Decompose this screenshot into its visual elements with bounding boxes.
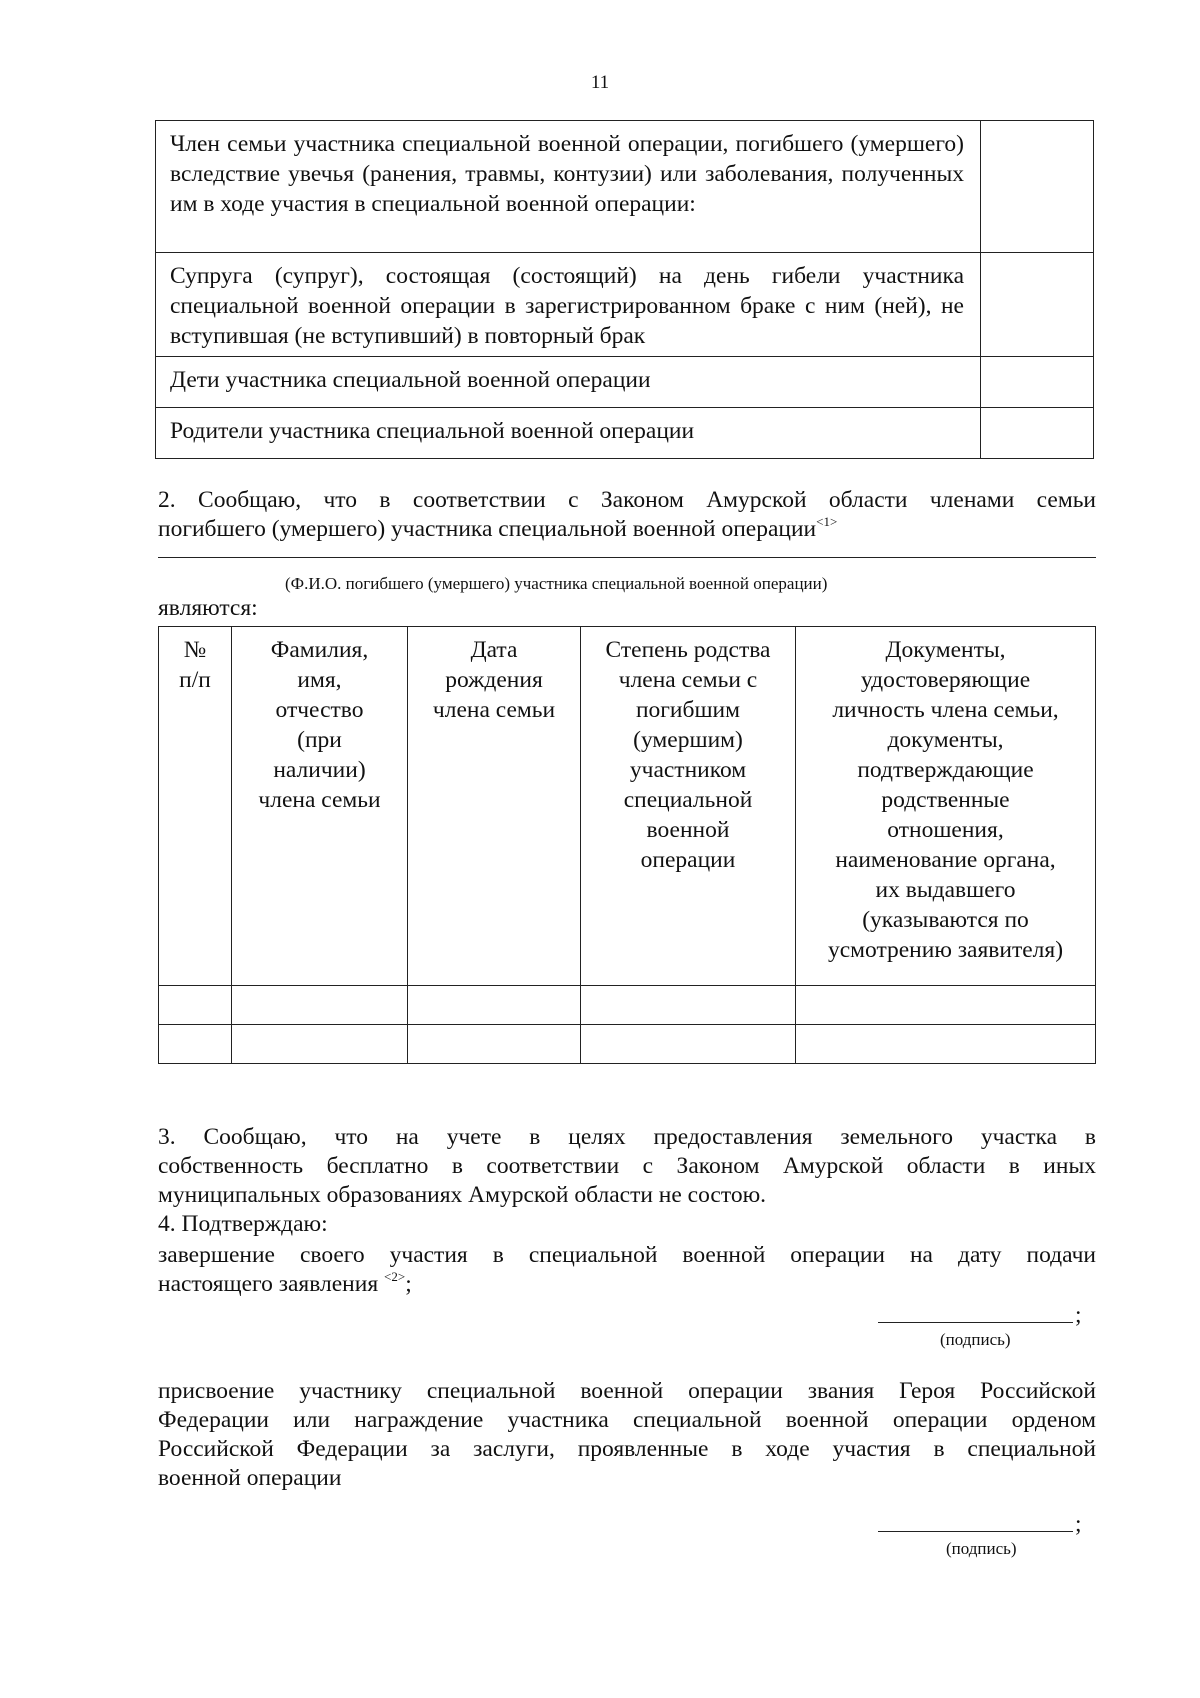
section4-item2-line1: присвоение участнику специальной военной операции звания Героя Российской [158,1378,1096,1404]
section4-item1-line2 [158,1269,412,1299]
page-number: 11 [590,72,610,93]
header-documents: Документы, удостоверяющие личность члена семьи, документы, подтверждающие родственные отношения, наименование органа, их выдавшего (указываются по усмотрению заявителя) [796,627,1096,986]
section4-item2-line3: Российской Федерации за заслуги, проявленные в ходе участия в специальной [158,1436,1096,1462]
category-table [155,120,1094,459]
section2-line2 [158,514,1096,544]
section4-item1-line1: завершение своего участия в специальной военной операции на дату подачи [158,1242,1096,1268]
cell-number[interactable] [159,986,232,1025]
table-row [159,1025,1096,1064]
signature-line-2[interactable] [878,1531,1073,1532]
cell-documents[interactable] [796,1025,1096,1064]
mark-cell[interactable] [981,408,1094,459]
category-cell: Член семьи участника специальной военной операции, погибшего (умершего) вследствие увечья (ранения, травмы, контузии) или заболевания, полученных им в ходе участия в специальной военной операции: [156,121,981,253]
cell-relation[interactable] [581,986,796,1025]
section4-heading: 4. Подтверждаю: [158,1211,328,1237]
signature-caption-2: (подпись) [946,1539,1017,1558]
table-row [159,986,1096,1025]
mark-cell[interactable] [981,253,1094,357]
footnote-mark-1: <1> [816,514,838,529]
cell-number[interactable] [159,1025,232,1064]
table-row [156,253,1094,357]
header-number: № п/п [159,627,232,986]
section4-item2-line2: Федерации или награждение участника специальной военной операции орденом [158,1407,1096,1433]
item1-semicolon: ; [405,1271,412,1297]
fio-input-line[interactable] [158,557,1096,558]
category-cell: Супруга (супруг), состоящая (состоящий) на день гибели участника специальной военной операции в зарегистрированном браке с ним (ней), не вступившая (не вступивший) в повторный брак [156,253,981,357]
are-label: являются: [158,595,258,621]
category-cell: Дети участника специальной военной операции [156,357,981,408]
category-cell: Родители участника специальной военной операции [156,408,981,459]
cell-birthdate[interactable] [408,1025,581,1064]
section2-line1: 2. Сообщаю, что в соответствии с Законом Амурской области членами семьи [158,487,1096,513]
section4-item1-text: настоящего заявления [158,1271,379,1297]
cell-relation[interactable] [581,1025,796,1064]
fio-caption: (Ф.И.О. погибшего (умершего) участника специальной военной операции) [285,574,828,593]
section4-item2-line4: военной операции [158,1465,342,1491]
table-row [156,357,1094,408]
signature-semicolon-2: ; [1075,1511,1082,1537]
header-birthdate: Дата рождения члена семьи [408,627,581,986]
mark-cell[interactable] [981,357,1094,408]
family-table [158,626,1096,1064]
table-row [156,408,1094,459]
header-relation: Степень родства члена семьи с погибшим (умершим) участником специальной военной операции [581,627,796,986]
cell-name[interactable] [232,1025,408,1064]
cell-name[interactable] [232,986,408,1025]
footnote-mark-2: <2> [384,1269,406,1284]
signature-line-1[interactable] [878,1322,1073,1323]
section2-line2-text: погибшего (умершего) участника специальной военной операции [158,516,817,542]
signature-caption-1: (подпись) [940,1330,1011,1349]
section3-line3: муниципальных образованиях Амурской области не состою. [158,1182,767,1208]
table-row [156,121,1094,253]
signature-semicolon-1: ; [1075,1302,1082,1328]
cell-documents[interactable] [796,986,1096,1025]
header-name: Фамилия, имя, отчество (при наличии) члена семьи [232,627,408,986]
mark-cell[interactable] [981,121,1094,253]
cell-birthdate[interactable] [408,986,581,1025]
section3-line2: собственность бесплатно в соответствии с Законом Амурской области в иных [158,1153,1096,1179]
table-header-row [159,627,1096,986]
section3-line1: 3. Сообщаю, что на учете в целях предоставления земельного участка в [158,1124,1096,1150]
